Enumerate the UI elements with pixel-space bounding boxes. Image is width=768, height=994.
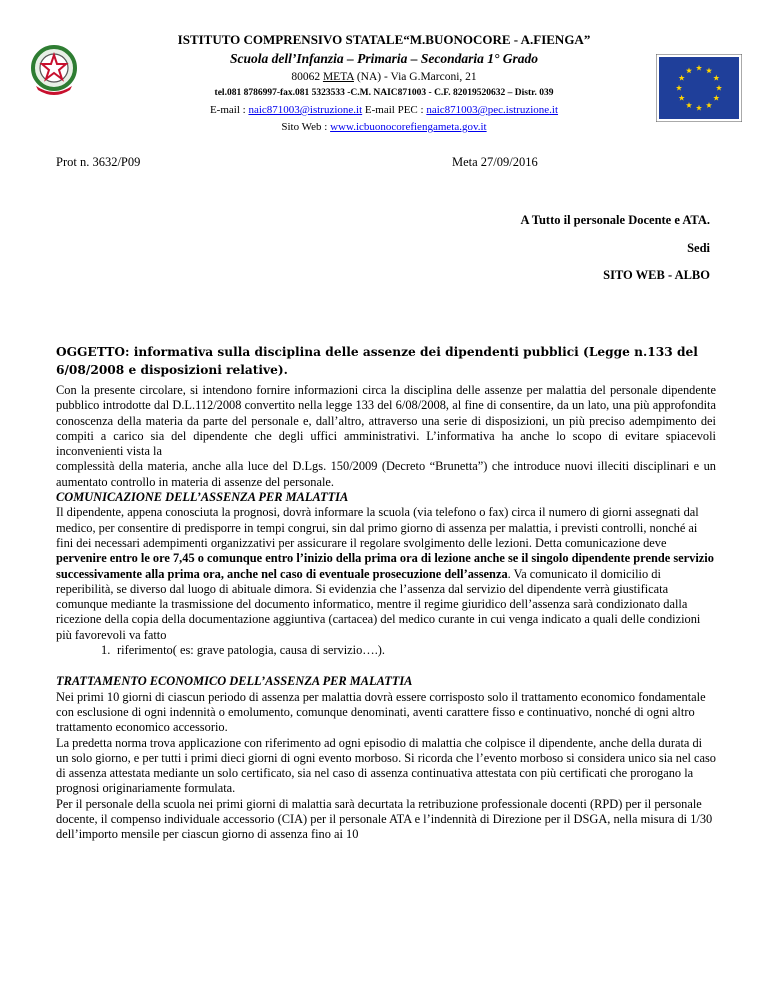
recipient-line: Sedi <box>687 241 710 255</box>
email-link[interactable]: naic871003@istruzione.it <box>248 104 363 116</box>
section-paragraph: Il dipendente, appena conosciuta la prognosi, dovrà informare la scuola (via telefono o fax) circa il numero di giorni assegnati dal medico, per consentire di predisporre in tempi congrui, sin dal primo giorno di assenza per malattia, i previsti controlli, nonché ai fini dei necessari adempimenti organizzativi per assicurare il regolare svolgimento delle lezioni. Detta comunicazione deve pervenire entro le ore 7,45 o comunque entro l’inizio della prima ora di lezione anche se il singolo dipendente prende servizio successivamente alla prima ora, anche nel caso di eventuale prosecuzione dell’assenza. Va comunicato il domicilio di reperibilità, se diverso dal luogo di abituale dimora. Si evidenzia che l’assenza dal servizio del dipendente verrà giustificata comunque mediante la trasmissione del documento informatico, mentre il regime giuridico dell’assenza sarà condizionato dalla ricezione della copia della documentazione aggiuntiva (cartacea) del medico curante in cui venga indicato a quali delle condizioni più favorevoli va fatto <box>56 505 714 642</box>
deadline-highlight: pervenire entro le ore 7,45 o comunque entro l’inizio della prima ora di lezione anche se il singolo dipendente prende servizio successivamente alla prima ora, anche nel caso di eventuale prosecuzione dell’assenza <box>56 551 714 581</box>
school-levels: Scuola dell’Infanzia – Primaria – Secondaria 1° Grado <box>229 51 539 66</box>
school-website: Sito Web : www.icbuonocorefiengameta.gov.it <box>281 121 487 133</box>
document-date: Meta 27/09/2016 <box>452 155 538 169</box>
school-name: ISTITUTO COMPRENSIVO STATALE“M.BUONOCORE - A.FIENGA” <box>177 32 591 47</box>
italian-republic-emblem-icon <box>28 42 80 98</box>
protocol-number: Prot n. 3632/P09 <box>56 155 141 169</box>
section-title-communication: COMUNICAZIONE DELL’ASSENZA PER MALATTIA <box>56 490 349 505</box>
school-emails: E-mail : naic871003@istruzione.it E-mail PEC : naic871003@pec.istruzione.it <box>209 104 559 116</box>
intro-paragraph-continued: complessità della materia, anche alla luce del D.Lgs. 150/2009 (Decreto “Brunetta”) che introduce nuovi illeciti disciplinari e un aumentato controllo in materia di assenze del personale. <box>56 459 716 489</box>
section-title-treatment: TRATTAMENTO ECONOMICO DELL’ASSENZA PER MALATTIA <box>56 674 413 689</box>
eu-flag-icon <box>656 54 742 122</box>
website-link[interactable]: www.icbuonocorefiengameta.gov.it <box>330 121 487 133</box>
address-city: META <box>322 71 354 83</box>
pec-email-link[interactable]: naic871003@pec.istruzione.it <box>426 104 559 116</box>
school-address: 80062 META (NA) - Via G.Marconi, 21 <box>291 71 477 83</box>
section-paragraph: Per il personale della scuola nei primi giorni di malattia sarà decurtata la retribuzione professionale docenti (RPD) per il personale docente, il compenso individuale accessorio (CIA) per il personale ATA e l’indennità di Direzione per il DSGA, nella misura di 1/30 dell’importo mensile per ciascun giorno di assenza fino ai 10 <box>56 796 713 842</box>
document-body <box>56 383 716 843</box>
intro-paragraph: Con la presente circolare, si intendono fornire informazioni circa la disciplina delle assenze per malattia del personale dipendente pubblico introdotte dal D.L.112/2008 convertito nella legge 133 del 6/08/2008, al fine di consentire, da un lato, una più approfondita conoscenza della materia da parte del personale e, dall’altro, attraverso una serie di disposizioni, un più preciso adempimento dei compiti a carico sia del dipendente che degli uffici amministrativi. L’informativa ha anche lo scopo di evitare spiacevoli inconvenienti vista la <box>56 383 716 459</box>
subject-heading: OGGETTO: informativa sulla disciplina delle assenze dei dipendenti pubblici (Legge n.133 del 6/08/2008 e disposizioni relative). <box>56 345 698 377</box>
list-item: 1. riferimento( es: grave patologia, causa di servizio….). <box>101 643 386 658</box>
section-paragraph: La predetta norma trova applicazione con riferimento ad ogni episodio di malattia che colpisce il dipendente, anche della durata di un solo giorno, e per tutti i primi dieci giorni di ogni evento morboso. Si ricorda che l’evento morboso si considera unico sia nel caso di assenza attestata mediante un solo certificato, sia nel caso di assenza continuativa attestata con più certificati che prorogano la prognosi originariamente formulata. <box>56 735 717 796</box>
recipient-line: A Tutto il personale Docente e ATA. <box>520 213 710 227</box>
section-paragraph: Nei primi 10 giorni di ciascun periodo di assenza per malattia dovrà essere corrisposto solo il trattamento economico fondamentale con esclusione di ogni indennità o emolumento, comunque denominati, aventi carattere fisso e continuativo, nonché di ogni altro trattamento economico accessorio. <box>56 689 706 735</box>
recipient-line: SITO WEB - ALBO <box>603 268 710 282</box>
school-contacts: tel.081 8786997-fax.081 5323533 -C.M. NAIC871003 - C.F. 82019520632 – Distr. 039 <box>214 88 554 98</box>
